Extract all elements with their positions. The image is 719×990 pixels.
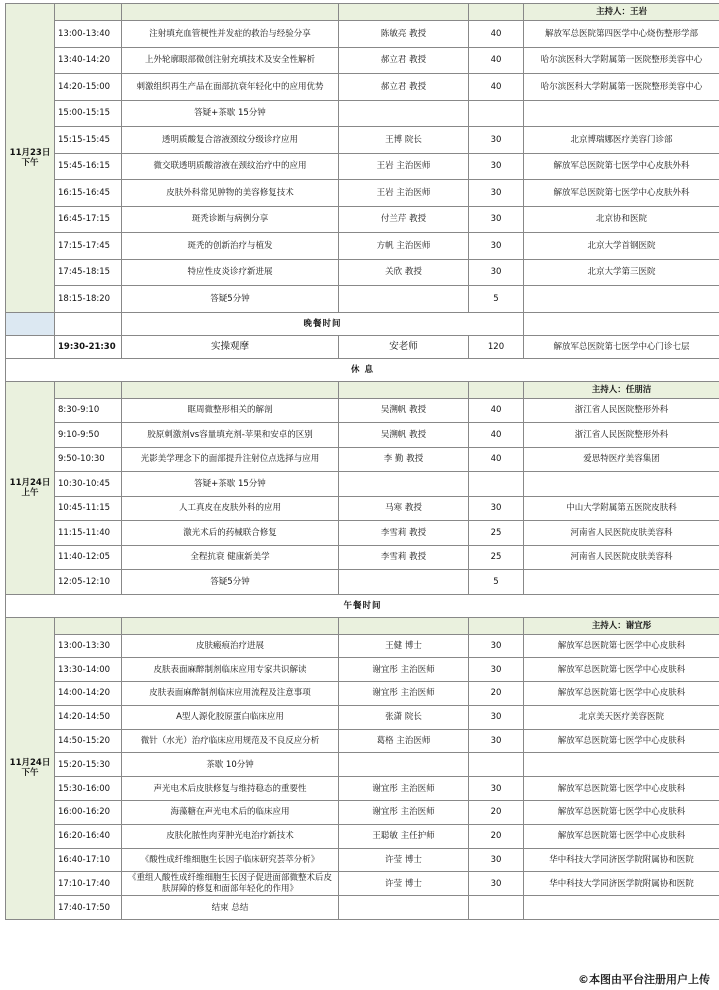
time-cell: 10:30-10:45 [55,472,122,497]
blank-cell [339,4,469,21]
time-cell: 16:45-17:15 [55,206,122,233]
speaker-cell: 王岩 主治医师 [339,180,469,207]
time-cell: 15:45-16:15 [55,153,122,180]
duration-cell: 20 [469,824,524,848]
host-label: 主持人：谢宜彤 [524,617,719,634]
duration-cell: 30 [469,872,524,896]
duration-cell: 30 [469,153,524,180]
duration-cell [469,100,524,127]
schedule-row [6,753,719,777]
blank-cell [6,335,55,358]
meal-break-row [6,594,719,617]
duration-cell: 30 [469,496,524,521]
duration-cell: 30 [469,634,524,658]
schedule-row [6,634,719,658]
speaker-cell: 安老师 [339,335,469,358]
schedule-row [6,570,719,595]
schedule-row [6,872,719,896]
speaker-cell: 郝立君 教授 [339,74,469,101]
topic-cell: 特应性皮炎诊疗新进展 [122,259,339,286]
time-cell: 9:50-10:30 [55,447,122,472]
speaker-cell: 吴溯帆 教授 [339,398,469,423]
schedule-row [6,447,719,472]
schedule-row [6,729,719,753]
blank-cell [55,381,122,398]
topic-cell: 微交联透明质酸溶液在颈纹治疗中的应用 [122,153,339,180]
schedule-row [6,824,719,848]
speaker-cell: 张潇 院长 [339,705,469,729]
day-label: 11月24日上午 [6,381,55,594]
institution-cell [524,472,719,497]
schedule-row [6,259,719,286]
time-cell: 17:45-18:15 [55,259,122,286]
speaker-cell: 李雪莉 教授 [339,521,469,546]
schedule-row [6,545,719,570]
speaker-cell: 王聪敏 主任护师 [339,824,469,848]
topic-cell: 上外轮廓眼部微创注射充填技术及安全性解析 [122,47,339,74]
topic-cell: 皮肤化脓性肉芽肿光电治疗新技术 [122,824,339,848]
duration-cell: 30 [469,729,524,753]
schedule-row [6,777,719,801]
time-cell: 18:15-18:20 [55,286,122,313]
institution-cell: 北京美天医疗美容医院 [524,705,719,729]
duration-cell: 25 [469,545,524,570]
speaker-cell [339,286,469,313]
duration-cell: 30 [469,777,524,801]
speaker-cell: 王岩 主治医师 [339,153,469,180]
blank-cell [55,617,122,634]
duration-cell: 40 [469,398,524,423]
blank-cell [339,381,469,398]
institution-cell: 爱思特医疗美容集团 [524,447,719,472]
meal-break-row [6,312,719,335]
schedule-row [6,705,719,729]
topic-cell: 海藻糖在声光电术后的临床应用 [122,801,339,825]
topic-cell: 微针（水光）治疗临床应用规范及不良反应分析 [122,729,339,753]
time-cell: 15:30-16:00 [55,777,122,801]
topic-cell: 激光术后的药械联合修复 [122,521,339,546]
time-cell: 9:10-9:50 [55,423,122,448]
time-cell: 17:15-17:45 [55,233,122,260]
time-cell: 11:15-11:40 [55,521,122,546]
topic-cell: 答疑5分钟 [122,286,339,313]
watermark-text: ©本图由平台注册用户上传 [575,971,713,987]
time-cell: 14:00-14:20 [55,682,122,706]
duration-cell: 30 [469,233,524,260]
duration-cell: 30 [469,206,524,233]
institution-cell: 哈尔滨医科大学附属第一医院整形美容中心 [524,47,719,74]
institution-cell: 解放军总医院第七医学中心皮肤外科 [524,180,719,207]
institution-cell [524,100,719,127]
institution-cell: 浙江省人民医院整形外科 [524,423,719,448]
speaker-cell: 谢宜彤 主治医师 [339,801,469,825]
institution-cell [524,896,719,920]
topic-cell: 茶歇 10分钟 [122,753,339,777]
blank-cell [339,617,469,634]
time-cell: 15:20-15:30 [55,753,122,777]
time-cell: 13:40-14:20 [55,47,122,74]
institution-cell: 解放军总医院第七医学中心皮肤外科 [524,153,719,180]
host-header-row [6,4,719,21]
duration-cell: 20 [469,801,524,825]
speaker-cell: 郝立君 教授 [339,47,469,74]
schedule-row [6,658,719,682]
rest-separator: 休 息 [6,358,719,381]
institution-cell: 解放军总医院第七医学中心皮肤科 [524,682,719,706]
blank-cell [122,4,339,21]
blank-cell [469,617,524,634]
duration-cell: 30 [469,848,524,872]
schedule-row [6,521,719,546]
schedule-row [6,286,719,313]
duration-cell [469,753,524,777]
duration-cell: 30 [469,259,524,286]
duration-cell: 40 [469,74,524,101]
time-cell: 16:00-16:20 [55,801,122,825]
duration-cell: 30 [469,705,524,729]
blank-cell [55,312,122,335]
schedule-row [6,47,719,74]
topic-cell: 皮肤外科常见肿物的美容修复技术 [122,180,339,207]
institution-cell: 哈尔滨医科大学附属第一医院整形美容中心 [524,74,719,101]
topic-cell: 全程抗衰 健康新美学 [122,545,339,570]
speaker-cell: 关欣 教授 [339,259,469,286]
schedule-row [6,74,719,101]
topic-cell: 声光电术后皮肤修复与维持稳态的重要性 [122,777,339,801]
blank-cell [469,4,524,21]
topic-cell: 皮肤表面麻醉制剂临床应用流程及注意事项 [122,682,339,706]
time-cell: 14:50-15:20 [55,729,122,753]
speaker-cell: 谢宜彤 主治医师 [339,777,469,801]
blank-cell [122,381,339,398]
schedule-row [6,472,719,497]
topic-cell: 斑秃诊断与病例分享 [122,206,339,233]
schedule-row [6,206,719,233]
topic-cell: 刺激组织再生产品在面部抗衰年轻化中的应用优势 [122,74,339,101]
blank-cell [55,4,122,21]
speaker-cell: 付兰芹 教授 [339,206,469,233]
institution-cell: 华中科技大学同济医学院附属协和医院 [524,872,719,896]
schedule-row [6,180,719,207]
schedule-table [5,3,719,920]
speaker-cell: 方帆 主治医师 [339,233,469,260]
speaker-cell: 马寒 教授 [339,496,469,521]
institution-cell: 北京协和医院 [524,206,719,233]
duration-cell: 40 [469,447,524,472]
speaker-cell [339,472,469,497]
topic-cell: 透明质酸复合溶液颈纹分级诊疗应用 [122,127,339,154]
schedule-row [6,233,719,260]
time-cell: 8:30-9:10 [55,398,122,423]
time-cell: 14:20-15:00 [55,74,122,101]
duration-cell: 30 [469,658,524,682]
speaker-cell [339,100,469,127]
institution-cell: 华中科技大学同济医学院附属协和医院 [524,848,719,872]
speaker-cell: 许莹 博士 [339,872,469,896]
institution-cell: 北京大学第三医院 [524,259,719,286]
schedule-row [6,100,719,127]
schedule-row [6,896,719,920]
host-label: 主持人：王岩 [524,4,719,21]
time-cell: 17:10-17:40 [55,872,122,896]
topic-cell: 实操观摩 [122,335,339,358]
institution-cell [524,753,719,777]
practice-row [6,335,719,358]
duration-cell: 5 [469,286,524,313]
topic-cell: 斑秃的创新治疗与植发 [122,233,339,260]
day-label: 11月24日下午 [6,617,55,920]
duration-cell: 40 [469,423,524,448]
topic-cell: 答疑+茶歇 15分钟 [122,472,339,497]
institution-cell: 浙江省人民医院整形外科 [524,398,719,423]
time-cell: 15:00-15:15 [55,100,122,127]
institution-cell: 中山大学附属第五医院皮肤科 [524,496,719,521]
schedule-body [6,4,719,920]
institution-cell: 解放军总医院第四医学中心烧伤整形学部 [524,21,719,48]
schedule-row [6,496,719,521]
meal-break-label: 午餐时间 [6,594,719,617]
speaker-cell: 王博 院长 [339,127,469,154]
topic-cell: 皮肤表面麻醉制剂临床应用专家共识解读 [122,658,339,682]
topic-cell: 胶原刺激剂vs容量填充剂-苹果和安卓的区别 [122,423,339,448]
institution-cell: 解放军总医院第七医学中心皮肤科 [524,777,719,801]
institution-cell: 解放军总医院第七医学中心门诊七层 [524,335,719,358]
time-cell: 16:15-16:45 [55,180,122,207]
time-cell: 13:00-13:40 [55,21,122,48]
speaker-cell: 许莹 博士 [339,848,469,872]
time-cell: 16:20-16:40 [55,824,122,848]
duration-cell [469,472,524,497]
duration-cell: 40 [469,21,524,48]
topic-cell: 皮肤瘢痕治疗进展 [122,634,339,658]
time-cell: 16:40-17:10 [55,848,122,872]
topic-cell: 答疑5分钟 [122,570,339,595]
duration-cell: 30 [469,180,524,207]
time-cell: 11:40-12:05 [55,545,122,570]
topic-cell: 结束 总结 [122,896,339,920]
institution-cell [524,570,719,595]
time-cell: 13:00-13:30 [55,634,122,658]
speaker-cell: 王健 博士 [339,634,469,658]
topic-cell: 《重组人酸性成纤维细胞生长因子促进面部微整术后皮肤屏障的修复和面部年轻化的作用》 [122,872,339,896]
schedule-row [6,398,719,423]
time-cell: 15:15-15:45 [55,127,122,154]
speaker-cell [339,753,469,777]
institution-cell: 解放军总医院第七医学中心皮肤科 [524,634,719,658]
speaker-cell: 李 勤 教授 [339,447,469,472]
schedule-row [6,21,719,48]
institution-cell: 解放军总医院第七医学中心皮肤科 [524,729,719,753]
topic-cell: 注射填充血管梗性并发症的救治与经验分享 [122,21,339,48]
speaker-cell [339,570,469,595]
duration-cell: 120 [469,335,524,358]
duration-cell: 30 [469,127,524,154]
topic-cell: 眶周微整形相关的解剖 [122,398,339,423]
speaker-cell: 陈敏亮 教授 [339,21,469,48]
schedule-row [6,801,719,825]
institution-cell: 北京博瑞娜医疗美容门诊部 [524,127,719,154]
duration-cell: 25 [469,521,524,546]
time-cell: 12:05-12:10 [55,570,122,595]
time-cell: 10:45-11:15 [55,496,122,521]
institution-cell [524,286,719,313]
speaker-cell: 谢宜彤 主治医师 [339,682,469,706]
institution-cell: 北京大学首钢医院 [524,233,719,260]
duration-cell: 20 [469,682,524,706]
institution-cell: 河南省人民医院皮肤美容科 [524,521,719,546]
day-label: 11月23日下午 [6,4,55,313]
topic-cell: 人工真皮在皮肤外科的应用 [122,496,339,521]
institution-cell: 解放军总医院第七医学中心皮肤科 [524,824,719,848]
topic-cell: A型人源化胶原蛋白临床应用 [122,705,339,729]
time-cell: 19:30-21:30 [55,335,122,358]
topic-cell: 《酸性成纤维细胞生长因子临床研究荟萃分析》 [122,848,339,872]
speaker-cell: 吴溯帆 教授 [339,423,469,448]
institution-cell: 河南省人民医院皮肤美容科 [524,545,719,570]
blank-cell [122,617,339,634]
institution-cell: 解放军总医院第七医学中心皮肤科 [524,801,719,825]
topic-cell: 答疑+茶歇 15分钟 [122,100,339,127]
schedule-row [6,423,719,448]
blank-cell [524,312,719,335]
duration-cell: 40 [469,47,524,74]
meal-break-label: 晚餐时间 [122,312,524,335]
time-cell: 13:30-14:00 [55,658,122,682]
speaker-cell [339,896,469,920]
rest-separator-row [6,358,719,381]
time-cell: 17:40-17:50 [55,896,122,920]
duration-cell: 5 [469,570,524,595]
topic-cell: 光影美学理念下的面部提升注射位点选择与应用 [122,447,339,472]
schedule-row [6,682,719,706]
host-header-row [6,381,719,398]
schedule-row [6,153,719,180]
blank-cell [6,312,55,335]
speaker-cell: 李雪莉 教授 [339,545,469,570]
speaker-cell: 谢宜彤 主治医师 [339,658,469,682]
speaker-cell: 葛格 主治医师 [339,729,469,753]
host-label: 主持人：任朋洁 [524,381,719,398]
time-cell: 14:20-14:50 [55,705,122,729]
institution-cell: 解放军总医院第七医学中心皮肤科 [524,658,719,682]
schedule-row [6,848,719,872]
schedule-row [6,127,719,154]
host-header-row [6,617,719,634]
duration-cell [469,896,524,920]
blank-cell [469,381,524,398]
